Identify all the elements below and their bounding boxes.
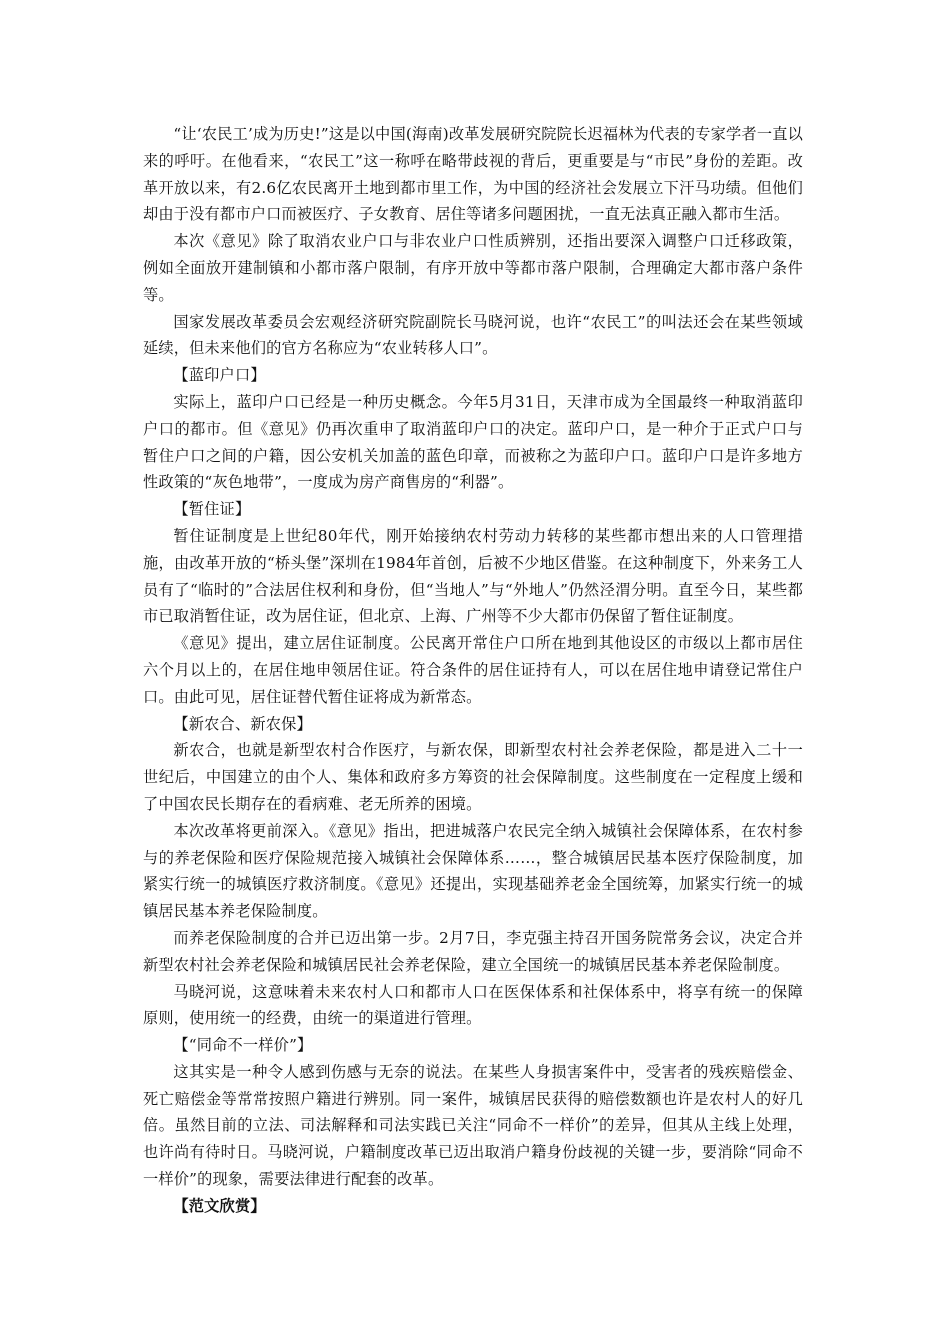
paragraph-official-name: 国家发展改革委员会宏观经济研究院副院长马晓河说，也许“农民工”的叫法还会在某些领域延续，但未来他们的官方名称应为“农业转移人口”。 [143,312,803,358]
section-heading-same-life-different-price: 【“同命不一样价”】 [173,1036,313,1055]
section-heading-blue-stamp-hukou: 【蓝印户口】 [173,366,266,385]
paragraph-rural-insurance: 新农合，也就是新型农村合作医疗，与新农保，即新型农村社会养老保险，都是进入二十一世纪后，中国建立的由个人、集体和政府多方筹资的社会保障制度。这些制度在一定程度上缓和了中国农民长期存在的看病难、老无所养的困境。 [143,741,803,813]
section-heading-sample-essay: 【范文欣赏】 [173,1196,266,1215]
paragraph-residence-permit: 《意见》提出，建立居住证制度。公民离开常住户口所在地到其他设区的市级以上都市居住六个月以上的，在居住地申领居住证。符合条件的居住证持有人，可以在居住地申请登记常住户口。由此可见，居住证替代暂住证将成为新常态。 [143,634,803,706]
section-heading-temporary-permit: 【暂住证】 [173,500,251,519]
section-heading-rural-insurance: 【新农合、新农保】 [173,714,312,733]
paragraph-unified-management: 马晓河说，这意味着未来农村人口和都市人口在医保体系和社保体系中，将享有统一的保障原则，使用统一的经费，由统一的渠道进行管理。 [143,982,803,1028]
paragraph-temporary-permit: 暂住证制度是上世纪80年代，刚开始接纳农村劳动力转移的某些都市想出来的人口管理措施，由改革开放的“桥头堡”深圳在1984年首创，后被不少地区借鉴。在这种制度下，外来务工人员有了“临时的”合法居住权利和身份，但“当地人”与“外地人”仍然泾渭分明。直至今日，某些都市已取消暂住证，改为居住证，但北京、上海、广州等不少大都市仍保留了暂住证制度。 [143,526,803,626]
document-body [143,121,803,1220]
paragraph-intro: “让‘农民工’成为历史!”这是以中国(海南)改革发展研究院院长迟福林为代表的专家学者一直以来的呼吁。在他看来，“农民工”这一称呼在略带歧视的背后，更重要是与“市民”身份的差距。改革开放以来，有2.6亿农民离开土地到都市里工作，为中国的经济社会发展立下汗马功绩。但他们却由于没有都市户口而被医疗、子女教育、居住等诸多问题困扰，一直无法真正融入都市生活。 [143,125,803,224]
paragraph-opinion-policy: 本次《意见》除了取消农业户口与非农业户口性质辨别，还指出要深入调整户口迁移政策，例如全面放开建制镇和小都市落户限制，有序开放中等都市落户限制，合理确定大都市落户条件等。 [143,232,803,304]
paragraph-same-life-different-price: 这其实是一种令人感到伤感与无奈的说法。在某些人身损害案件中，受害者的残疾赔偿金、死亡赔偿金等常常按照户籍进行辨别。同一案件，城镇居民获得的赔偿数额也许是农村人的好几倍。虽然目前的立法、司法解释和司法实践已关注“同命不一样价”的差异，但其从主线上处理，也许尚有待时日。马晓河说，户籍制度改革已迈出取消户籍身份歧视的关键一步，要消除“同命不一样价”的现象，需要法律进行配套的改革。 [143,1062,803,1189]
paragraph-blue-stamp-hukou: 实际上，蓝印户口已经是一种历史概念。今年5月31日，天津市成为全国最终一种取消蓝印户口的都市。但《意见》仍再次重申了取消蓝印户口的决定。蓝印户口，是一种介于正式户口与暂住户口之间的户籍，因公安机关加盖的蓝色印章，而被称之为蓝印户口。蓝印户口是许多地方性政策的“灰色地带”，一度成为房产商售房的“利器”。 [143,392,803,492]
paragraph-pension-merge: 而养老保险制度的合并已迈出第一步。2月7日，李克强主持召开国务院常务会议，决定合并新型农村社会养老保险和城镇居民社会养老保险，建立全国统一的城镇居民基本养老保险制度。 [143,928,803,974]
paragraph-reform-deepening: 本次改革将更前深入。《意见》指出，把进城落户农民完全纳入城镇社会保障体系，在农村参与的养老保险和医疗保险规范接入城镇社会保障体系……，整合城镇居民基本医疗保险制度，加紧实行统一的城镇医疗救济制度。《意见》还提出，实现基础养老金全国统筹，加紧实行统一的城镇居民基本养老保险制度。 [143,821,803,921]
